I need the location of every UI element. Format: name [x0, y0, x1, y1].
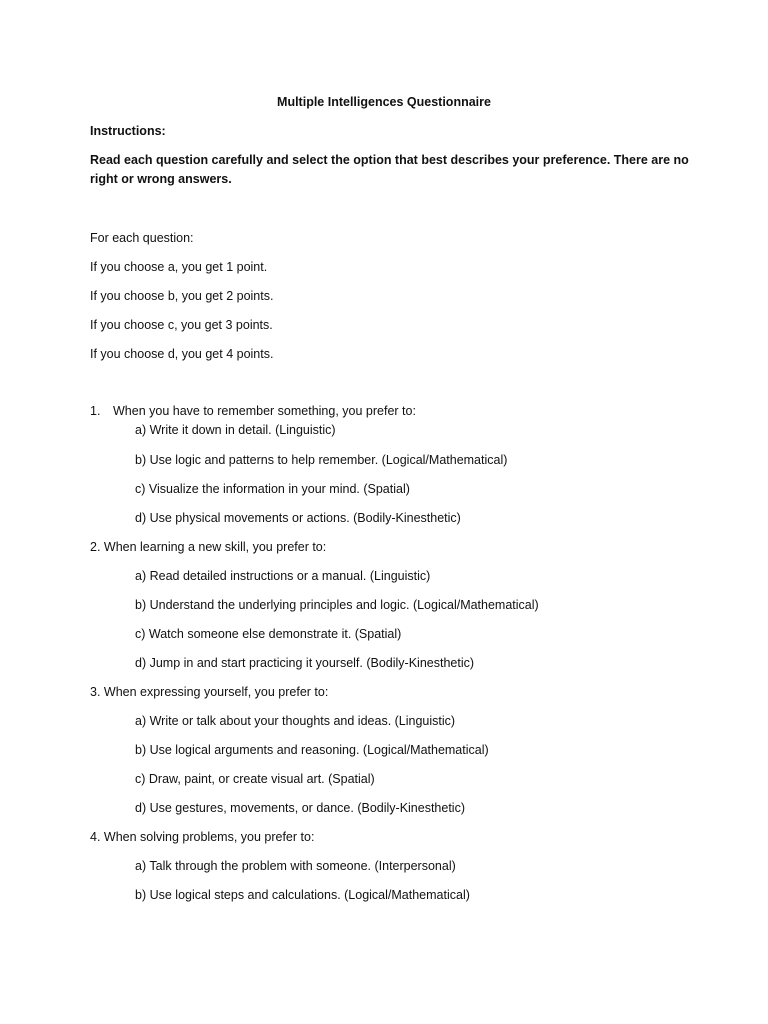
- answer-option: a) Talk through the problem with someone. (Interpersonal): [135, 859, 456, 873]
- document-title: Multiple Intelligences Questionnaire: [277, 95, 491, 109]
- scoring-rule: If you choose c, you get 3 points.: [90, 318, 273, 332]
- answer-option: d) Use physical movements or actions. (Bodily-Kinesthetic): [135, 511, 461, 525]
- question-number: 1.: [90, 404, 101, 418]
- question-text: 2. When learning a new skill, you prefer to:: [90, 540, 327, 554]
- answer-option: c) Visualize the information in your mind. (Spatial): [135, 482, 410, 496]
- answer-option: d) Jump in and start practicing it yourself. (Bodily-Kinesthetic): [135, 656, 475, 670]
- answer-option: b) Use logical arguments and reasoning. (Logical/Mathematical): [135, 743, 489, 757]
- question-text: 4. When solving problems, you prefer to:: [90, 830, 315, 844]
- instructions-text-line-1: Read each question carefully and select the option that best describes your preference. There are no: [90, 153, 689, 167]
- instructions-text-line-2: right or wrong answers.: [90, 172, 232, 186]
- answer-option: c) Watch someone else demonstrate it. (Spatial): [135, 627, 402, 641]
- scoring-rule: If you choose a, you get 1 point.: [90, 260, 268, 274]
- answer-option: b) Use logical steps and calculations. (Logical/Mathematical): [135, 888, 470, 902]
- scoring-rule: If you choose d, you get 4 points.: [90, 347, 274, 361]
- scoring-rule: If you choose b, you get 2 points.: [90, 289, 274, 303]
- answer-option: a) Write or talk about your thoughts and ideas. (Linguistic): [135, 714, 456, 728]
- scoring-intro: For each question:: [90, 231, 194, 245]
- question-text: 3. When expressing yourself, you prefer to:: [90, 685, 329, 699]
- answer-option: b) Use logic and patterns to help remember. (Logical/Mathematical): [135, 453, 508, 467]
- answer-option: c) Draw, paint, or create visual art. (Spatial): [135, 772, 375, 786]
- answer-option: d) Use gestures, movements, or dance. (Bodily-Kinesthetic): [135, 801, 465, 815]
- answer-option: a) Read detailed instructions or a manual. (Linguistic): [135, 569, 431, 583]
- instructions-heading: Instructions:: [90, 124, 166, 138]
- answer-option: b) Understand the underlying principles and logic. (Logical/Mathematical): [135, 598, 539, 612]
- question-text: When you have to remember something, you prefer to:: [113, 404, 416, 418]
- answer-option: a) Write it down in detail. (Linguistic): [135, 423, 336, 437]
